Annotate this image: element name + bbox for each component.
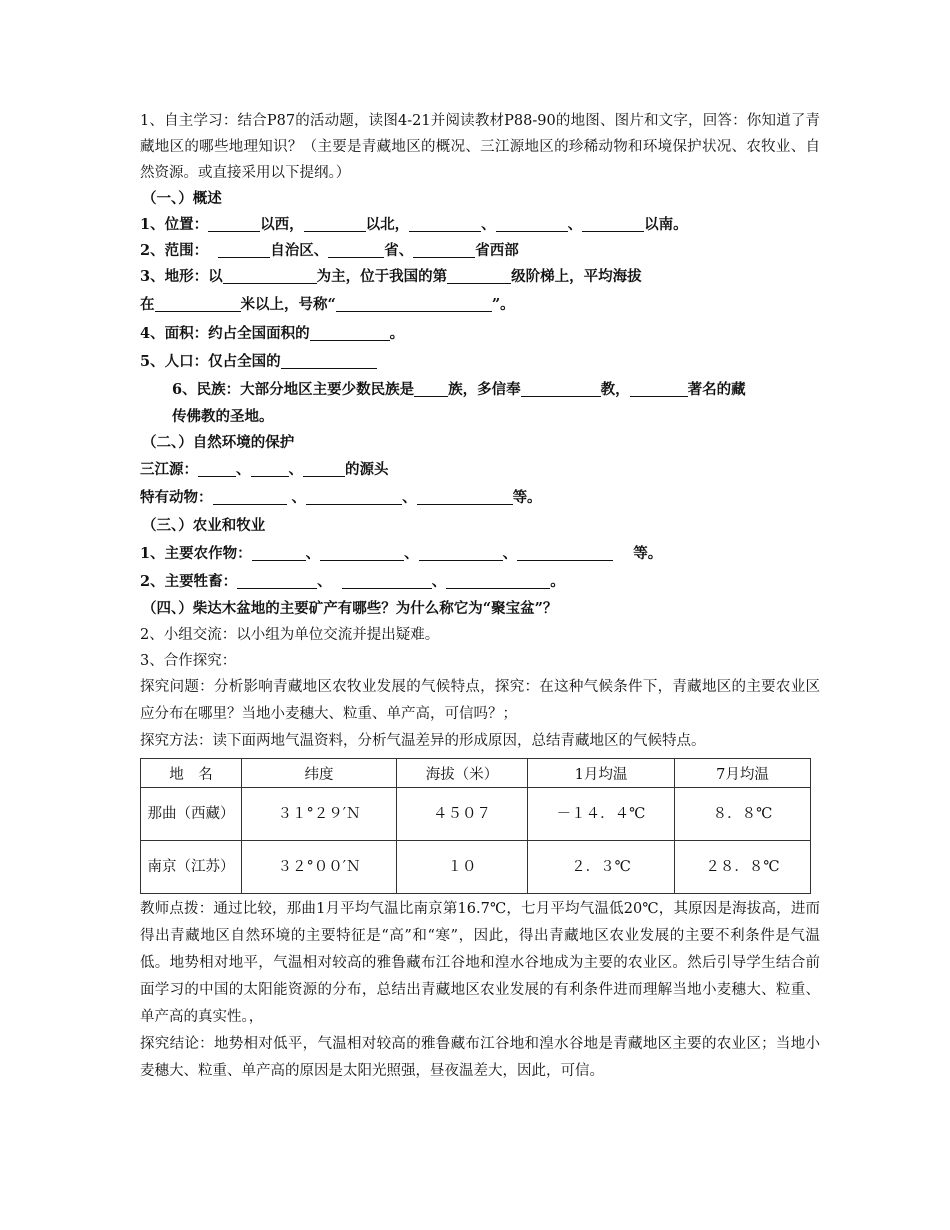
area-line: 4、面积：约占全国面积的 。 <box>140 325 405 342</box>
section-2-title: （二、）自然环境的保护 <box>142 434 295 451</box>
sanjiang-line: 三江源： 、 、 的源头 <box>140 461 389 478</box>
blank[interactable] <box>582 215 644 232</box>
table-header-cell: 海拔（米） <box>397 759 528 788</box>
temperature-table <box>140 758 811 894</box>
scope-line: 2、范围： 自治区、 省、 省西部 <box>140 242 519 259</box>
section-3-title: （三、）农业和牧业 <box>142 517 266 534</box>
blank[interactable] <box>413 241 475 258</box>
blank[interactable] <box>155 295 241 312</box>
blank[interactable] <box>446 572 550 589</box>
table-cell: 那曲（西藏） <box>141 788 242 841</box>
table-cell: ８．８℃ <box>675 788 811 841</box>
blank[interactable] <box>419 544 503 561</box>
blank[interactable] <box>630 380 688 397</box>
section-1-title: （一、）概述 <box>142 190 222 207</box>
teacher-guidance: 教师点拨：通过比较，那曲1月平均气温比南京第16.7℃，七月平均气温低20℃，其原因是海拔高，进而得出青藏地区自然环境的主要特征是“高”和“寒”，因此，得出青藏地区农业发展的主要不利条件是气温低。地势相对地平，气温相对较高的雅鲁藏布江谷地和湟水谷地成为主要的农业区。然后引导学生结合前面学习的中国的太阳能资源的分布，总结出青藏地区农业发展的有利条件进而理解当地小麦穗大、粒重、单产高的真实性。， <box>140 901 820 1025</box>
blank[interactable] <box>252 544 306 561</box>
blank[interactable] <box>310 324 390 341</box>
animals-line: 特有动物： 、 、 等。 <box>140 489 542 506</box>
table-cell: ４５０７ <box>397 788 528 841</box>
blank[interactable] <box>447 267 511 284</box>
inquiry-question: 探究问题：分析影响青藏地区农牧业发展的气候特点，探究：在这种气候条件下，青藏地区的主要农业区应分布在哪里？当地小麦穗大、粒重、单产高，可信吗？； <box>140 679 820 722</box>
blank[interactable] <box>342 572 432 589</box>
blank[interactable] <box>409 215 481 232</box>
blank[interactable] <box>496 215 568 232</box>
step-2-text: 2、小组交流：以小组为单位交流并提出疑难。 <box>140 627 440 643</box>
table-cell: ２８．８℃ <box>675 841 811 894</box>
worksheet-content <box>140 108 820 1085</box>
terrain-line-2: 在 米以上，号称“ ”。 <box>140 296 515 313</box>
inquiry-conclusion: 探究结论：地势相对低平，气温相对较高的雅鲁藏布江谷地和湟水谷地是青藏地区主要的农业区；当地小麦穗大、粒重、单产高的原因是太阳光照强，昼夜温差大，因此，可信。 <box>140 1036 820 1079</box>
table-row <box>141 841 811 894</box>
table-cell: １０ <box>397 841 528 894</box>
blank[interactable] <box>303 460 345 477</box>
inquiry-method: 探究方法：读下面两地气温资料，分析气温差异的形成原因，总结青藏地区的气候特点。 <box>140 733 706 749</box>
blank[interactable] <box>223 267 317 284</box>
table-header-cell: 地 名 <box>141 759 242 788</box>
table-header-cell: 1月均温 <box>528 759 675 788</box>
blank[interactable] <box>218 241 270 258</box>
blank[interactable] <box>328 241 384 258</box>
blank[interactable] <box>521 380 601 397</box>
table-cell: ３２°００′Ｎ <box>242 841 397 894</box>
ethnic-line-2: 传佛教的圣地。 <box>172 408 274 425</box>
blank[interactable] <box>320 544 404 561</box>
crops-line: 1、主要农作物： 、 、 、 等。 <box>140 545 663 562</box>
blank[interactable] <box>517 544 613 561</box>
population-line: 5、人口：仅占全国的 <box>140 348 820 376</box>
table-cell: ３１°２９′Ｎ <box>242 788 397 841</box>
location-line: 1、位置： 以西， 以北， 、 、 以南。 <box>140 216 688 233</box>
blank[interactable] <box>237 572 317 589</box>
blank[interactable] <box>304 215 366 232</box>
blank[interactable] <box>306 488 402 505</box>
intro-paragraph: 1、自主学习：结合P87的活动题，读图4-21并阅读教材P88-90的地图、图片和文字，回答：你知道了青藏地区的哪些地理知识？（主要是青藏地区的概况、三江源地区的珍稀动物和环境保护状况、农牧业、自然资源。或直接采用以下提纲。） <box>140 113 820 181</box>
blank[interactable] <box>336 295 492 312</box>
table-cell: ２．３℃ <box>528 841 675 894</box>
blank[interactable] <box>251 460 289 477</box>
table-row <box>141 788 811 841</box>
table-header-row <box>141 759 811 788</box>
table-cell: 南京（江苏） <box>141 841 242 894</box>
section-4-title: （四、）柴达木盆地的主要矿产有哪些？为什么称它为“聚宝盆”？ <box>142 600 558 617</box>
terrain-line: 3、地形：以 为主，位于我国的第 级阶梯上，平均海拔 <box>140 268 642 285</box>
blank[interactable] <box>281 352 377 369</box>
blank[interactable] <box>198 460 236 477</box>
blank[interactable] <box>417 488 513 505</box>
blank[interactable] <box>213 488 287 505</box>
blank[interactable] <box>414 380 448 397</box>
livestock-line: 2、主要牲畜： 、 、 。 <box>140 573 565 590</box>
blank[interactable] <box>208 215 260 232</box>
ethnic-line: 6、民族：大部分地区主要少数民族是 族，多信奉 教， 著名的藏 <box>172 381 746 398</box>
step-3-text: 3、合作探究： <box>140 653 237 669</box>
table-header-cell: 纬度 <box>242 759 397 788</box>
table-header-cell: 7月均温 <box>675 759 811 788</box>
table-cell: －１４．４℃ <box>528 788 675 841</box>
